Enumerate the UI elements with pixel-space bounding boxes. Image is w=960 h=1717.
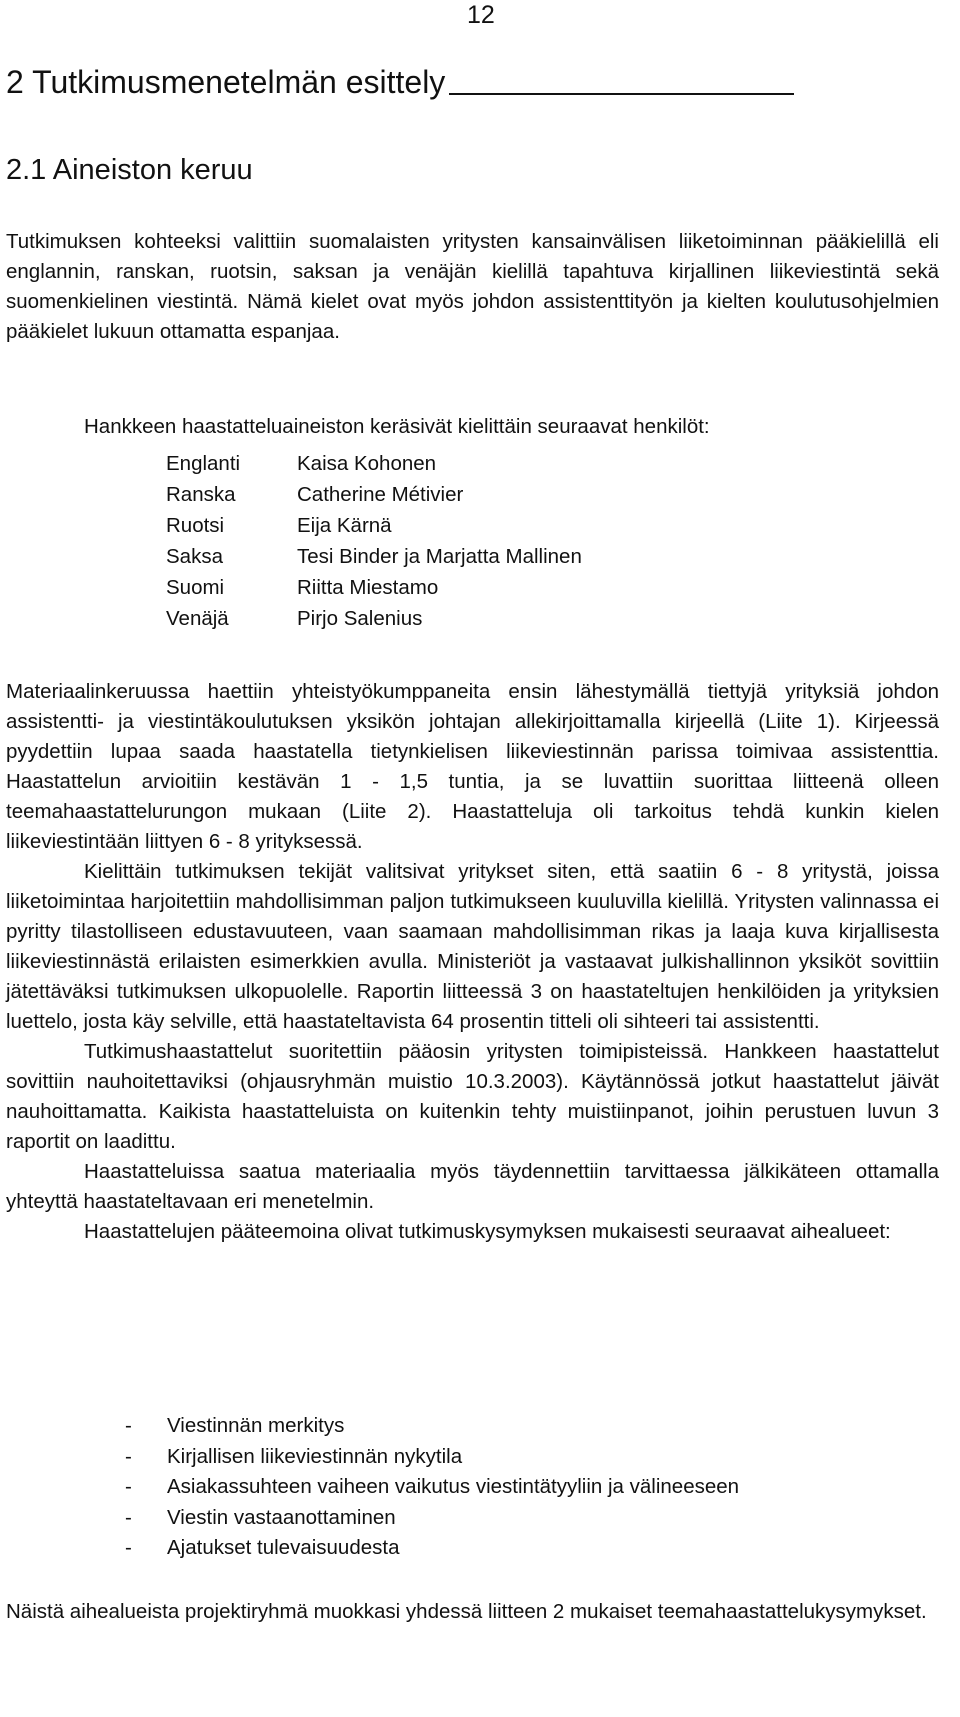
final-paragraph: Näistä aihealueista projektiryhmä muokkasi yhdessä liitteen 2 mukaiset teemahaastattelukysymykset. (6, 1600, 927, 1623)
themes-intro-paragraph: Haastattelujen pääteemoina olivat tutkimuskysymyksen mukaisesti seuraavat aihealueet: (84, 1220, 891, 1243)
bullet-dash: - (125, 1536, 132, 1559)
collector-language: Venäjä (166, 607, 229, 630)
theme-text: Viestinnän merkitys (167, 1414, 345, 1437)
theme-text: Kirjallisen liikeviestinnän nykytila (167, 1444, 463, 1468)
collector-names: Riitta Miestamo (297, 576, 439, 599)
theme-text: Ajatukset tulevaisuudesta (167, 1536, 400, 1559)
collector-language: Saksa (166, 545, 223, 568)
list-item (125, 1411, 739, 1442)
bullet-dash: - (125, 1414, 132, 1437)
chapter-title-text: 2 Tutkimusmenetelmän esittely (6, 64, 446, 100)
bullet-dash: - (125, 1444, 132, 1468)
theme-text: Asiakassuhteen vaiheen vaikutus viestintätyyliin ja välineeseen (167, 1475, 740, 1498)
list-item (125, 1533, 739, 1564)
collector-names: Kaisa Kohonen (297, 452, 437, 475)
collector-language: Ruotsi (166, 514, 225, 537)
chapter-title-underline (449, 93, 794, 95)
collectors-list (166, 448, 582, 634)
collector-row (166, 541, 582, 572)
collector-names: Catherine Métivier (297, 483, 464, 506)
bullet-dash: - (125, 1475, 132, 1498)
theme-text: Viestin vastaanottaminen (167, 1505, 396, 1529)
collector-language: Ranska (166, 483, 236, 506)
intro-paragraph: Tutkimuksen kohteeksi valittiin suomalaisten yritysten kansainvälisen liiketoiminnan pääkielillä eli englannin, ranskan, ruotsin, saksan ja venäjän kielillä tapahtuva kirjallinen liikeviestintä sekä suomenkielinen viestintä. Nämä kielet ovat myös johdon assistenttityön ja kielten koulutusohjelmien pääkielet lukuun ottamatta espanjaa. (6, 230, 939, 343)
collector-row (166, 572, 582, 603)
collector-names: Eija Kärnä (297, 514, 392, 537)
collector-row (166, 603, 582, 634)
collector-row (166, 510, 582, 541)
materials-paragraph: Materiaalinkeruussa haettiin yhteistyökumppaneita ensin lähestymällä tiettyjä yrityksiä johdon assistentti- ja viestintäkoulutuksen yksikön johtajan allekirjoittamalla kirjeellä (Liite 1). Kirjeessä pyydettiin lupaa saada haastatella tietynkielisen liikeviestinnän parissa toimivaa assistenttia. Haastattelun arvioitiin kestävän 1 - 1,5 tuntia, ja se luvattiin suorittaa liitteenä olleen teemahaastattelurungon mukaan (Liite 2). Haastatteluja oli tarkoitus tehdä kunkin kielen liikeviestintään liittyen 6 - 8 yrityksessä. (6, 680, 939, 853)
collectors-intro-paragraph: Hankkeen haastatteluaineiston keräsivät kielittäin seuraavat henkilöt: (84, 415, 710, 438)
collector-names: Pirjo Salenius (297, 607, 423, 630)
methods-text-block (6, 677, 939, 1247)
collector-names: Tesi Binder ja Marjatta Mallinen (297, 545, 582, 568)
page-number: 12 (467, 1, 495, 29)
collector-row (166, 448, 582, 479)
list-item (125, 1503, 739, 1534)
collector-language: Suomi (166, 576, 225, 599)
list-item (125, 1442, 739, 1473)
collector-row (166, 479, 582, 510)
section-title: 2.1 Aineiston keruu (6, 154, 253, 186)
selection-paragraph: Kielittäin tutkimuksen tekijät valitsivat yritykset siten, että saatiin 6 - 8 yritystä, joissa liiketoimintaa harjoitettiin mahdollisimman paljon tutkimukseen kuuluvilla kielillä. Yritysten valinnassa ei pyritty tilastolliseen edustavuuteen, vaan saamaan mahdollisimman rikas ja laaja kuva kirjallisesta liikeviestinnästä erilaisten esimerkkien avulla. Ministeriöt ja vastaavat julkishallinnon yksiköt sovittiin jätettäväksi tutkimuksen ulkopuolelle. Raportin liitteessä 3 on haastateltujen henkilöiden ja yrityksien luettelo, josta käy selville, että haastateltavista 64 prosentin titteli oli sihteeri tai assistentti. (6, 860, 939, 1033)
supplement-paragraph: Haastatteluissa saatua materiaalia myös täydennettiin tarvittaessa jälkikäteen ottamalla yhteyttä haastateltavaan eri menetelmin. (6, 1160, 939, 1213)
bullet-dash: - (125, 1505, 132, 1529)
collector-language: Englanti (166, 452, 241, 475)
chapter-title (6, 62, 939, 102)
themes-list (125, 1411, 739, 1564)
list-item (125, 1472, 739, 1503)
interviews-paragraph: Tutkimushaastattelut suoritettiin pääosin yritysten toimipisteissä. Hankkeen haastattelut sovittiin nauhoitettaviksi (ohjausryhmän muistio 10.3.2003). Käytännössä jotkut haastattelut jäivät nauhoittamatta. Kaikista haastatteluista on kuitenkin tehty muistiinpanot, joihin perustuen luvun 3 raportit on laadittu. (6, 1040, 939, 1153)
